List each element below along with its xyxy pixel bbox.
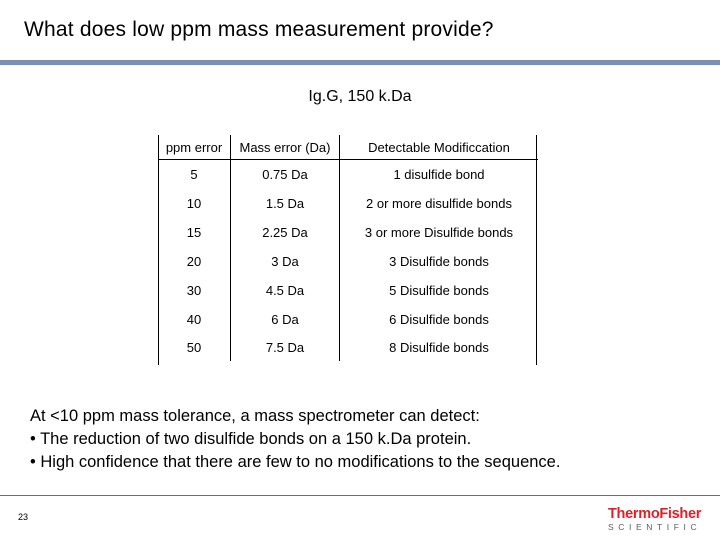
table-row [158, 160, 538, 190]
cell-ppm: 30 [186, 283, 202, 298]
summary-text [30, 405, 560, 474]
cell-mass-error: 0.75 Da [231, 160, 340, 190]
title-divider [0, 60, 720, 65]
cell-mass-error: 4.5 Da [231, 276, 340, 305]
cell-modification: 6 Disulfide bonds [389, 312, 489, 327]
table-row [158, 305, 538, 334]
cell-mass-error: 3 Da [231, 247, 340, 276]
cell-ppm: 20 [186, 254, 202, 269]
page-number: 23 [18, 512, 29, 522]
cell-modification: 3 or more Disulfide bonds [364, 225, 514, 240]
cell-modification: 2 or more disulfide bonds [366, 196, 512, 211]
cell-ppm: 5 [190, 167, 198, 182]
cell-mass-error: 7.5 Da [231, 334, 340, 361]
logo-wordmark: ThermoFisher [608, 506, 702, 522]
footer-divider [0, 495, 720, 496]
table-row [158, 334, 538, 361]
cell-ppm: 15 [186, 225, 202, 240]
header-detectable-modification: Detectable Modificcation [340, 135, 539, 160]
ppm-error-table [158, 135, 538, 361]
summary-bullet: • The reduction of two disulfide bonds on a 150 k.Da protein. [30, 430, 472, 448]
cell-mass-error: 1.5 Da [231, 189, 340, 218]
cell-modification: 3 Disulfide bonds [389, 254, 489, 269]
table-header-row [158, 135, 538, 160]
table-row [158, 247, 538, 276]
summary-intro: At <10 ppm mass tolerance, a mass spectrometer can detect: [30, 407, 480, 425]
thermo-fisher-logo [608, 506, 708, 532]
table-row [158, 276, 538, 305]
cell-mass-error: 2.25 Da [231, 218, 340, 247]
table-caption: Ig.G, 150 k.Da [308, 88, 412, 105]
cell-ppm: 40 [186, 312, 202, 327]
table-row [158, 218, 538, 247]
table-row [158, 189, 538, 218]
header-mass-error: Mass error (Da) [231, 135, 340, 160]
cell-ppm: 50 [186, 340, 202, 355]
cell-modification: 5 Disulfide bonds [389, 283, 489, 298]
header-ppm-error: ppm error [158, 135, 231, 160]
cell-ppm: 10 [186, 196, 202, 211]
cell-modification: 8 Disulfide bonds [389, 340, 489, 355]
logo-tagline: SCIENTIFIC [608, 522, 702, 532]
cell-mass-error: 6 Da [231, 305, 340, 334]
cell-modification: 1 disulfide bond [393, 167, 485, 182]
summary-bullet: • High confidence that there are few to no modifications to the sequence. [30, 453, 561, 471]
slide-title: What does low ppm mass measurement provide? [24, 18, 494, 41]
